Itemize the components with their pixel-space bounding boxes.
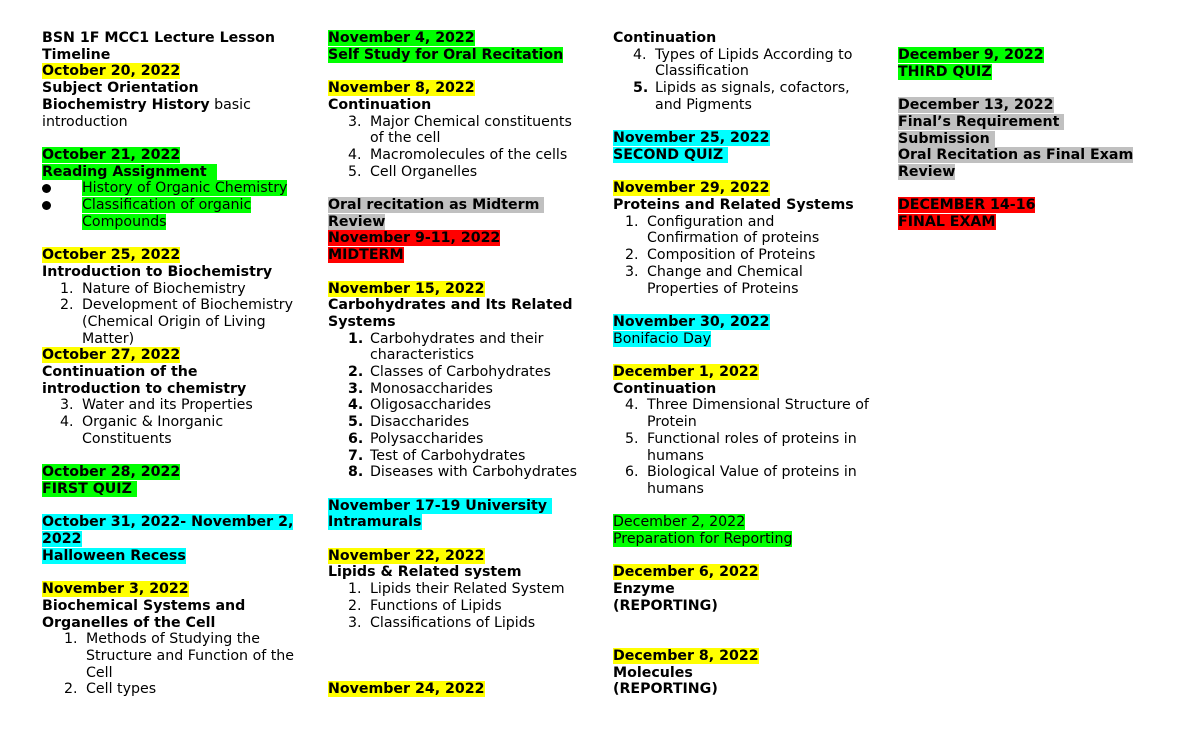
entry-dec-13 [898,97,1160,181]
column-3 [613,30,883,698]
topic-list [613,214,883,298]
entry-oct-28 [42,464,314,497]
topic-list [328,114,598,181]
entry-heading: introduction to chemistry [42,380,247,397]
entry-date: November 30, 2022 [613,313,770,330]
list-item: 6. Biological Value of proteins in humans [625,464,857,497]
list-item: 3. Major Chemical constituents of the cell [348,113,572,147]
bullet-icon [42,184,51,193]
entry-nov-4 [328,30,598,63]
entry-oct-20 [42,63,314,130]
entry-heading: Halloween Recess [42,547,186,564]
list-item: 1. Nature of Biochemistry [60,280,246,297]
list-item: Compounds [82,213,167,230]
entry-date: December 9, 2022 [898,47,1044,63]
entry-date: November 15, 2022 [328,280,485,297]
entry-dec-1 [613,364,883,498]
entry-heading: Systems [328,313,396,330]
entry-date: October 25, 2022 [42,247,181,264]
entry-date: December 6, 2022 [613,564,759,581]
entry-heading: FINAL EXAM [898,214,996,230]
list-item: 3. Water and its Properties [60,397,253,414]
entry-nov-15 [328,281,598,481]
topic-list [613,397,883,497]
entry-date: November 8, 2022 [328,80,475,97]
entry-oct-27 [42,347,314,447]
list-item: 4. Three Dimensional Structure of Protein [625,397,869,431]
entry-heading: Review [328,213,386,230]
entry-date: December 1, 2022 [613,364,759,380]
list-item: 4. Macromolecules of the cells [348,146,568,163]
entry-date: October 28, 2022 [42,464,181,481]
entry-date: October 21, 2022 [42,146,181,163]
column-2 [328,30,598,698]
entry-dec-8 [613,648,883,698]
topic-list [328,581,598,631]
list-item: 8. Diseases with Carbohydrates [348,464,578,481]
entry-heading: Reading Assignment [42,163,207,180]
entry-date: November 9-11, 2022 [328,230,501,247]
list-item: History of Organic Chemistry [42,180,314,197]
list-item: 5. Lipids as signals, cofactors, and Pigments [633,80,850,113]
list-item: 3. Monosaccharides [348,380,493,397]
entry-nov-24 [328,681,598,698]
entry-date: December 8, 2022 [613,647,759,664]
list-item: 2. Development of Biochemistry (Chemical Origin of Living Matter) [60,297,294,347]
entry-oct-31 [42,514,314,564]
list-item: 3. Classifications of Lipids [348,614,536,631]
entry-nov-8 [328,80,598,180]
entry-heading: Enzyme [613,581,675,598]
entry-dec-6 [613,564,883,614]
list-item: 2. Composition of Proteins [625,247,816,264]
list-item: 6. Polysaccharides [348,430,484,447]
entry-nov-22 [328,548,598,632]
entry-nov-3 [42,581,314,698]
entry-heading: Self Study for Oral Recitation [328,46,564,63]
entry-nov-25 [613,130,883,163]
entry-heading: Proteins and Related Systems [613,197,854,213]
entry-text: basic [209,96,251,113]
list-item: 5. Cell Organelles [348,163,478,180]
entry-date: November 25, 2022 [613,130,770,147]
topic-list [613,47,883,114]
list-item: 5. Disaccharides [348,414,470,431]
entry-continuation-lipids [613,30,883,114]
entry-heading: Organelles of the Cell [42,614,216,631]
entry-oct-25 [42,247,314,347]
entry-heading: Biochemistry History [42,96,210,113]
entry-heading: Carbohydrates and Its Related [328,297,573,314]
topic-list [42,397,314,447]
entry-nov-17 [328,498,598,531]
entry-heading: FIRST QUIZ [42,480,132,497]
list-item: 3. Change and Chemical Properties of Proteins [625,263,803,297]
list-item: 7. Test of Carbohydrates [348,447,526,464]
column-1 [42,30,314,698]
entry-heading: Introduction to Biochemistry [42,263,273,280]
entry-heading: Bonifacio Day [613,330,711,347]
list-item: Classification of organic [42,197,314,214]
list-item: 1. Lipids their Related System [348,581,565,598]
list-item: 5. Functional roles of proteins in humans [625,430,857,464]
entry-dec-2 [613,514,883,547]
entry-heading: Continuation [613,30,717,46]
entry-heading: MIDTERM [328,247,404,264]
entry-date: 2022 [42,531,82,548]
entry-heading: Continuation of the [42,364,198,381]
entry-heading: Continuation [613,380,717,397]
entry-nov-29 [613,180,883,297]
entry-heading: Review [898,163,956,180]
list-item: 2. Functions of Lipids [348,597,502,614]
list-item: 4. Oligosaccharides [348,397,492,414]
list-item: 2. Cell types [64,681,157,698]
entry-dec-9 [898,47,1160,80]
entry-heading: Molecules [613,664,693,681]
entry-dec-14 [898,197,1160,230]
entry-heading: Biochemical Systems and [42,597,246,614]
list-item: 4. Types of Lipids According to Classification [633,46,853,80]
entry-text: (REPORTING) [613,681,718,698]
topic-list [328,331,598,481]
list-item: 2. Classes of Carbohydrates [348,364,551,381]
entry-date: DECEMBER 14-16 [898,197,1036,214]
entry-midterm [328,197,598,264]
entry-date: November 3, 2022 [42,581,189,598]
entry-date: October 20, 2022 [42,63,181,80]
entry-heading: Continuation [328,96,432,113]
list-item: 1. Methods of Studying the Structure and Function of the Cell [64,631,295,681]
bullet-icon [42,201,51,210]
list-item: 1. Carbohydrates and their characteristics [348,330,544,364]
list-item: 1. Configuration and Confirmation of proteins [625,213,820,247]
entry-date: November 24, 2022 [328,681,485,698]
document-title: BSN 1F MCC1 Lecture Lesson Timeline [42,30,276,63]
topic-list [42,281,314,348]
entry-date: October 27, 2022 [42,347,181,364]
list-item: 4. Organic & Inorganic Constituents [60,414,224,447]
entry-date: November 4, 2022 [328,30,475,46]
entry-heading: Subject Orientation [42,80,199,97]
entry-heading: Intramurals [328,514,422,531]
entry-heading: Lipids & Related system [328,564,522,581]
topic-list [42,631,314,698]
entry-text: (REPORTING) [613,597,718,614]
entry-date: December 2, 2022 [613,514,746,531]
entry-heading: Oral recitation as Midterm [328,197,540,213]
entry-date: November 29, 2022 [613,180,770,197]
entry-heading: SECOND QUIZ [613,146,724,163]
entry-date: November 22, 2022 [328,547,485,564]
entry-heading: Oral Recitation as Final Exam [898,147,1134,164]
entry-oct-21 [42,147,314,231]
entry-text: introduction [42,113,128,130]
entry-heading: Final’s Requirement [898,113,1060,130]
entry-heading: Preparation for Reporting [613,531,793,548]
entry-date: November 17-19 University [328,497,547,514]
entry-heading: Submission [898,130,990,147]
entry-date: December 13, 2022 [898,97,1054,114]
column-4 [898,47,1160,231]
entry-nov-30 [613,314,883,347]
entry-heading: THIRD QUIZ [898,63,992,80]
entry-date: October 31, 2022- November 2, [42,514,294,531]
reading-list [42,180,314,230]
